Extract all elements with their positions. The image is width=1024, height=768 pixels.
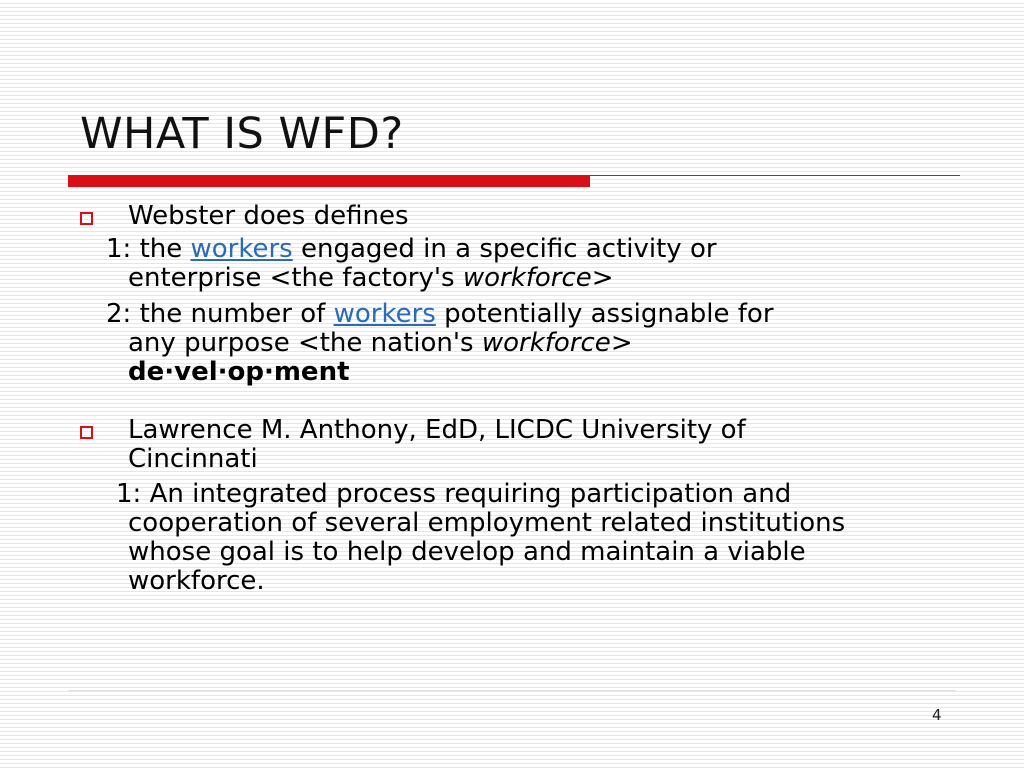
workers-link[interactable]: workers bbox=[333, 299, 436, 329]
definition-2-line-1: 2: the number of workers potentially assignable for bbox=[106, 299, 774, 329]
footer-divider bbox=[68, 690, 956, 691]
definition-2-line-2: any purpose <the nation's workforce> bbox=[128, 328, 633, 358]
anthony-definition-line-3: whose goal is to help develop and maintain a viable bbox=[128, 537, 806, 567]
workers-link[interactable]: workers bbox=[190, 234, 293, 264]
anthony-definition-line-1: 1: An integrated process requiring participation and bbox=[116, 479, 792, 509]
bullet-heading: Lawrence M. Anthony, EdD, LICDC University of bbox=[128, 415, 746, 445]
bullet-heading-continued: Cincinnati bbox=[128, 444, 258, 474]
anthony-definition-line-4: workforce. bbox=[128, 566, 265, 596]
anthony-definition-line-2: cooperation of several employment related institutions bbox=[128, 508, 846, 538]
square-bullet-icon bbox=[80, 426, 93, 439]
bullet-heading: Webster does defines bbox=[128, 201, 409, 231]
definition-1-line-2: enterprise <the factory's workforce> bbox=[128, 263, 614, 293]
page-number: 4 bbox=[932, 706, 942, 724]
development-term: de·vel·op·ment bbox=[128, 357, 350, 387]
square-bullet-icon bbox=[80, 212, 93, 225]
slide-title: WHAT IS WFD? bbox=[80, 109, 404, 159]
definition-1-line-1: 1: the workers engaged in a specific activity or bbox=[106, 234, 717, 264]
